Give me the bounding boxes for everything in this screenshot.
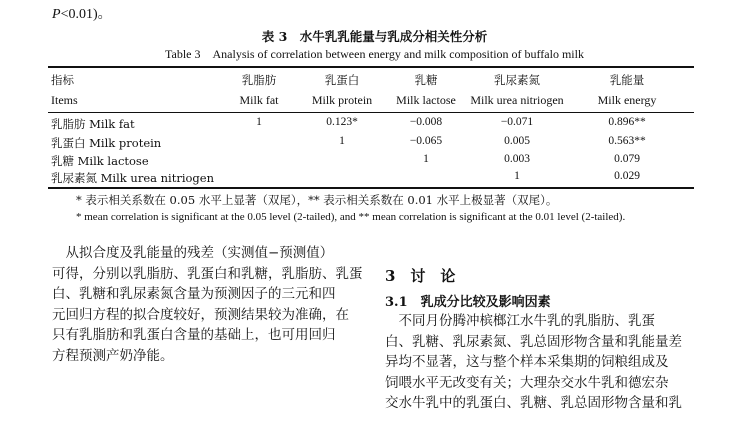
header-protein-en: Milk protein [311,93,373,107]
table-note-cn: * 表示相关系数在 0.05 水平上显著（双尾），** 表示相关系数在 0.01 水平上极显著（双尾）。 [76,193,558,207]
header-protein-cn: 乳蛋白 [324,73,360,87]
cell-lactose-lactose: 1 [423,153,429,165]
row-label-lactose: 乳糖 Milk lactose [51,154,149,168]
row-label-urea: 乳尿素氮 Milk urea nitriogen [51,171,215,185]
table-header-rule [48,112,694,113]
cell-fat-urea: −0.071 [500,116,534,128]
p-symbol: P [52,7,61,22]
text-line: 交水牛乳中的乳蛋白、乳糖、乳总固形物含量和乳 [385,395,682,411]
text-line: 方程预测产奶净能。 [52,347,174,364]
text-line: 元回归方程的拟合度较好，预测结果较为准确，在 [52,306,349,323]
cell-lactose-urea: 0.003 [504,153,530,165]
table-note-en: * mean correlation is significant at the 0.05 level (2-tailed), and ** mean correlation is significant at the 0.01 level (2-tailed). [76,211,626,223]
subsection-heading: 3.1 乳成分比较及影响因素 [385,295,551,310]
cell-fat-fat: 1 [256,116,262,128]
section-heading: 3 讨 论 [385,267,456,285]
cell-protein-urea: 0.005 [504,135,530,147]
header-urea-cn: 乳尿素氮 [494,73,540,87]
cell-protein-lactose: −0.065 [409,135,443,147]
cell-urea-energy: 0.029 [614,170,640,182]
text-line: 可得，分别以乳脂肪、乳蛋白和乳糖，乳脂肪、乳蛋 [52,265,363,282]
text-line: 饲喂水平无改变有关；大理杂交水牛乳和德宏杂 [385,374,669,391]
right-column-paragraph [385,311,682,414]
cell-urea-urea: 1 [514,170,520,182]
text-line: 只有乳脂肪和乳蛋白含量的基础上，也可用回归 [52,327,336,343]
text-line: 白、乳糖、乳尿素氮、乳总固形物含量和乳能量差 [385,333,682,350]
cell-fat-protein: 0.123* [326,116,358,128]
text-line: 从拟合度及乳能量的残差（实测值−预测值） [52,245,334,261]
cell-fat-lactose: −0.008 [409,116,443,128]
header-fat-cn: 乳脂肪 [241,73,277,87]
table-caption-cn: 表 3 水牛乳乳能量与乳成分相关性分析 [261,29,488,44]
table-caption-en: Table 3 Analysis of correlation between energy and milk composition of buffalo milk [165,47,584,61]
table-bottom-rule [48,187,694,189]
text-fragment [52,3,112,23]
text-line: 不同月份腾冲槟榔江水牛乳的乳脂肪、乳蛋 [385,313,655,329]
cell-lactose-energy: 0.079 [614,153,640,165]
cell-fat-energy: 0.896** [608,116,646,128]
header-items-cn: 指标 [51,73,74,87]
left-column-paragraph [52,243,363,366]
row-label-fat: 乳脂肪 Milk fat [51,117,135,131]
header-lactose-en: Milk lactose [396,93,456,107]
header-lactose-cn: 乳糖 [414,73,438,87]
text-line: 异均不显著，这与整个样本采集期的饲粮组成及 [385,354,669,370]
header-fat-en: Milk fat [239,93,279,107]
cell-protein-energy: 0.563** [608,135,646,147]
header-energy-cn: 乳能量 [609,73,645,87]
header-energy-en: Milk energy [597,93,657,107]
table-top-rule [48,66,694,68]
p-value-rest: <0.01)。 [60,7,112,22]
header-items-en: Items [51,93,78,107]
cell-protein-protein: 1 [339,135,345,147]
header-urea-en: Milk urea nitriogen [470,93,564,107]
text-line: 白、乳糖和乳尿素氮含量为预测因子的三元和四 [52,286,336,302]
row-label-protein: 乳蛋白 Milk protein [51,136,162,150]
